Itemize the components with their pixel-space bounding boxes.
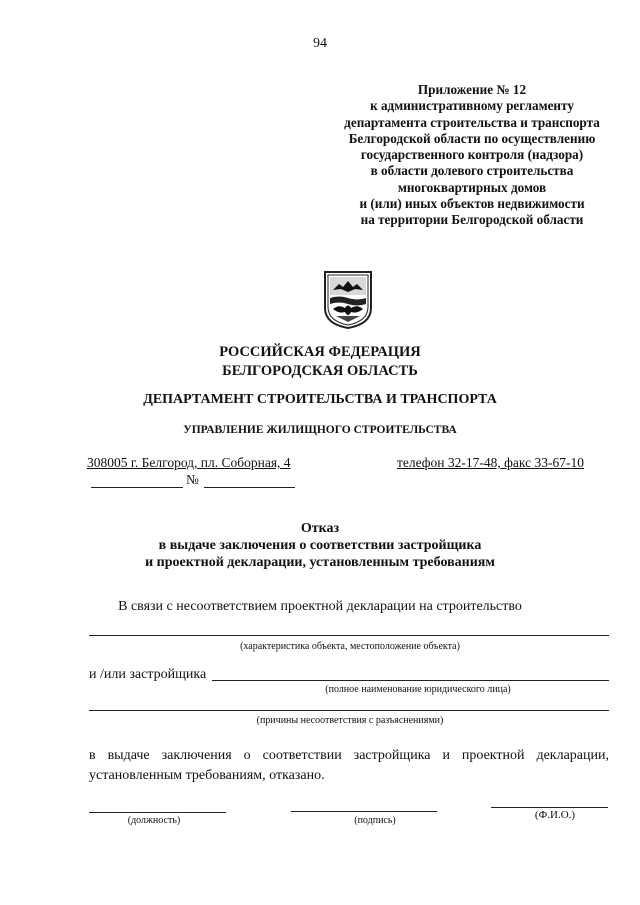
signature-line: [291, 811, 437, 812]
address: 308005 г. Белгород, пл. Соборная, 4: [87, 455, 291, 470]
intro-text: В связи с несоответствием проектной декларации на строительство: [118, 599, 522, 614]
document-title: [0, 520, 640, 571]
department-name: ДЕПАРТАМЕНТ СТРОИТЕЛЬСТВА И ТРАНСПОРТА: [143, 392, 497, 407]
appendix-line: на территории Белгородской области: [360, 212, 584, 228]
caption-name: (Ф.И.О.): [534, 809, 576, 821]
number-sign: №: [186, 472, 199, 487]
caption-reasons: (причины несоответствия с разъяснениями): [256, 715, 444, 726]
appendix-line: государственного контроля (надзора): [360, 147, 584, 163]
refusal-text: в выдаче заключения о соответствии застройщика и проектной декларации, установленным требованиям, отказано.: [89, 748, 609, 783]
number-line: [204, 487, 295, 488]
appendix-line: в области долевого строительства: [370, 163, 574, 179]
appendix-line: к административному регламенту: [370, 98, 574, 114]
country-name: РОССИЙСКАЯ ФЕДЕРАЦИЯ: [219, 344, 421, 360]
caption-signature: (подпись): [354, 815, 396, 826]
appendix-line: Приложение № 12: [417, 82, 527, 97]
title-line: Отказ: [300, 521, 340, 536]
appendix-line: Белгородской области по осуществлению: [348, 130, 596, 146]
reasons-line: [89, 710, 609, 711]
title-line: в выдаче заключения о соответствии застройщика: [158, 538, 482, 553]
region-name: БЕЛГОРОДСКАЯ ОБЛАСТЬ: [222, 363, 418, 379]
date-line: [91, 487, 183, 488]
phone-fax: телефон 32-17-48, факс 33-67-10: [397, 455, 584, 470]
appendix-line: департамента строительства и транспорта: [344, 114, 600, 130]
caption-developer: (полное наименование юридического лица): [325, 684, 511, 695]
org-header: [0, 343, 640, 381]
appendix-line: многоквартирных домов: [397, 179, 547, 195]
caption-object: (характеристика объекта, местоположение объекта): [240, 641, 460, 652]
appendix-line: и (или) иных объектов недвижимости: [359, 196, 585, 212]
developer-label: и /или застройщика: [89, 667, 207, 682]
page-number: 94: [313, 36, 327, 51]
appendix-block: [322, 82, 622, 229]
division-name: УПРАВЛЕНИЕ ЖИЛИЩНОГО СТРОИТЕЛЬСТВА: [183, 424, 457, 436]
developer-line: [212, 680, 609, 681]
object-line: [89, 635, 609, 636]
caption-position: (должность): [127, 815, 181, 826]
name-line: [491, 807, 608, 808]
belgorod-coat-of-arms-icon: [321, 268, 375, 330]
position-line: [89, 812, 226, 813]
title-line: и проектной декларации, установленным требованиям: [145, 555, 495, 570]
